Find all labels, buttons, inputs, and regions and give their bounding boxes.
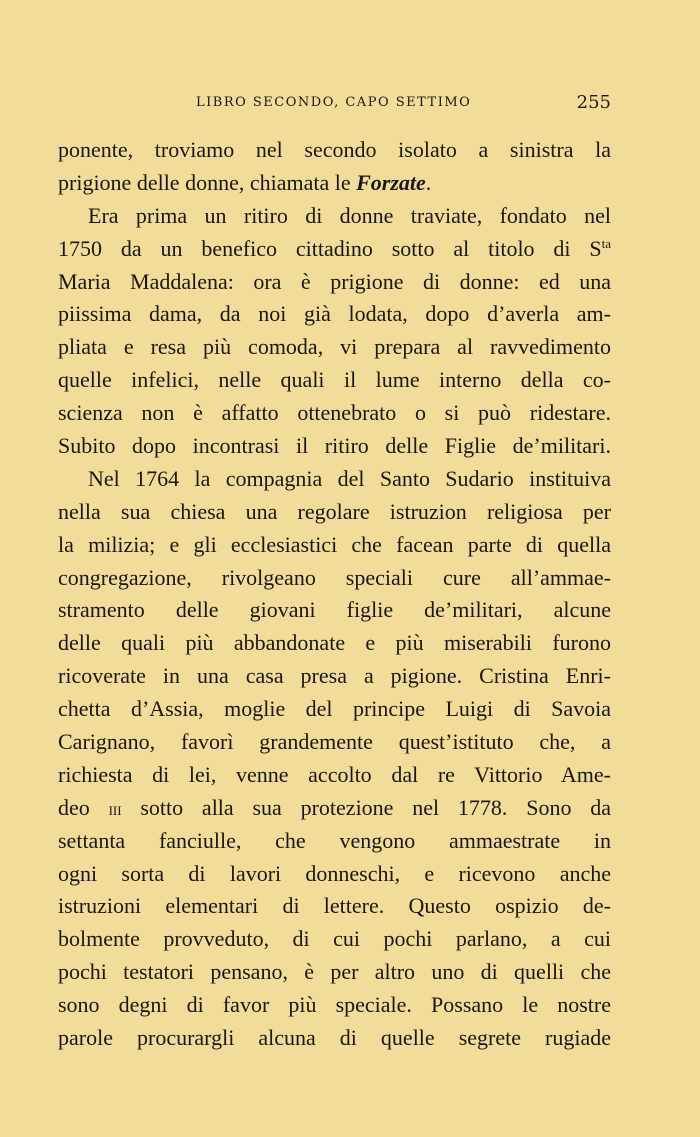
paragraph-first-line: Era prima un ritiro di donne traviate, fondato nel (88, 202, 611, 228)
text-line: ponente, troviamo nel secondo isolato a sinistra la (58, 137, 611, 162)
text-line: deo iii sotto alla sua protezione nel 1778. Sono da (58, 794, 611, 820)
page-number: 255 (576, 92, 611, 113)
paragraph-first-line: Nel 1764 la compagnia del Santo Sudario instituiva (88, 465, 611, 491)
text-line: delle quali più abbandonate e più miserabili furono (58, 630, 611, 656)
text-line: ogni sorta di lavori donneschi, e ricevono anche (58, 860, 611, 886)
text-line: parole procurargli alcuna di quelle segrete rugiade (58, 1025, 611, 1051)
text-line: chetta d’Assia, moglie del principe Luigi di Savoia (58, 696, 611, 722)
text-line: la milizia; e gli ecclesiastici che facean parte di quella (58, 531, 611, 557)
text-line: piissima dama, da noi già lodata, dopo d’averla am- (58, 301, 611, 327)
text-line: pliata e resa più comoda, vi prepara al ravvedimento (58, 334, 611, 360)
text-line: bolmente provveduto, di cui pochi parlano, a cui (58, 926, 611, 952)
text-line: sono degni di favor più speciale. Possano le nostre (58, 992, 611, 1018)
text-line: Subito dopo incontrasi il ritiro delle Figlie de’militari. (58, 433, 611, 459)
text-line: quelle infelici, nelle quali il lume interno della co- (58, 367, 611, 393)
superscript: ta (601, 235, 611, 251)
text-line: ricoverate in una casa presa a pigione. Cristina Enri- (58, 663, 611, 689)
text-line: congregazione, rivolgeano speciali cure all’ammae- (58, 564, 611, 590)
text-line: stramento delle giovani figlie de’militari, alcune (58, 597, 611, 623)
text-line: 1750 da un benefico cittadino sotto al titolo di $S^{ta}$ (58, 235, 611, 261)
text-line: richiesta di lei, venne accolto dal re Vittorio Ame- (58, 761, 611, 787)
text-line: pochi testatori pensano, è per altro uno di quelli che (58, 959, 611, 985)
text-line: scienza non è affatto ottenebrato o si può ridestare. (58, 400, 611, 426)
text-line: prigione delle donne, chiamata le Forzate. (58, 169, 432, 195)
italic-term: Forzate (356, 169, 426, 195)
running-title: LIBRO SECONDO, CAPO SETTIMO (196, 95, 472, 110)
text-line: Maria Maddalena: ora è prigione di donne: ed una (58, 268, 611, 294)
running-head (58, 92, 611, 116)
body-text (58, 134, 611, 1055)
text-line: Carignano, favorì grandemente quest’istituto che, a (58, 729, 611, 755)
roman-numeral: iii (108, 798, 122, 820)
text-line: nella sua chiesa una regolare istruzion religiosa per (58, 498, 611, 524)
text-line: istruzioni elementari di lettere. Questo ospizio de- (58, 893, 611, 919)
text-line: settanta fanciulle, che vengono ammaestrate in (58, 827, 611, 853)
